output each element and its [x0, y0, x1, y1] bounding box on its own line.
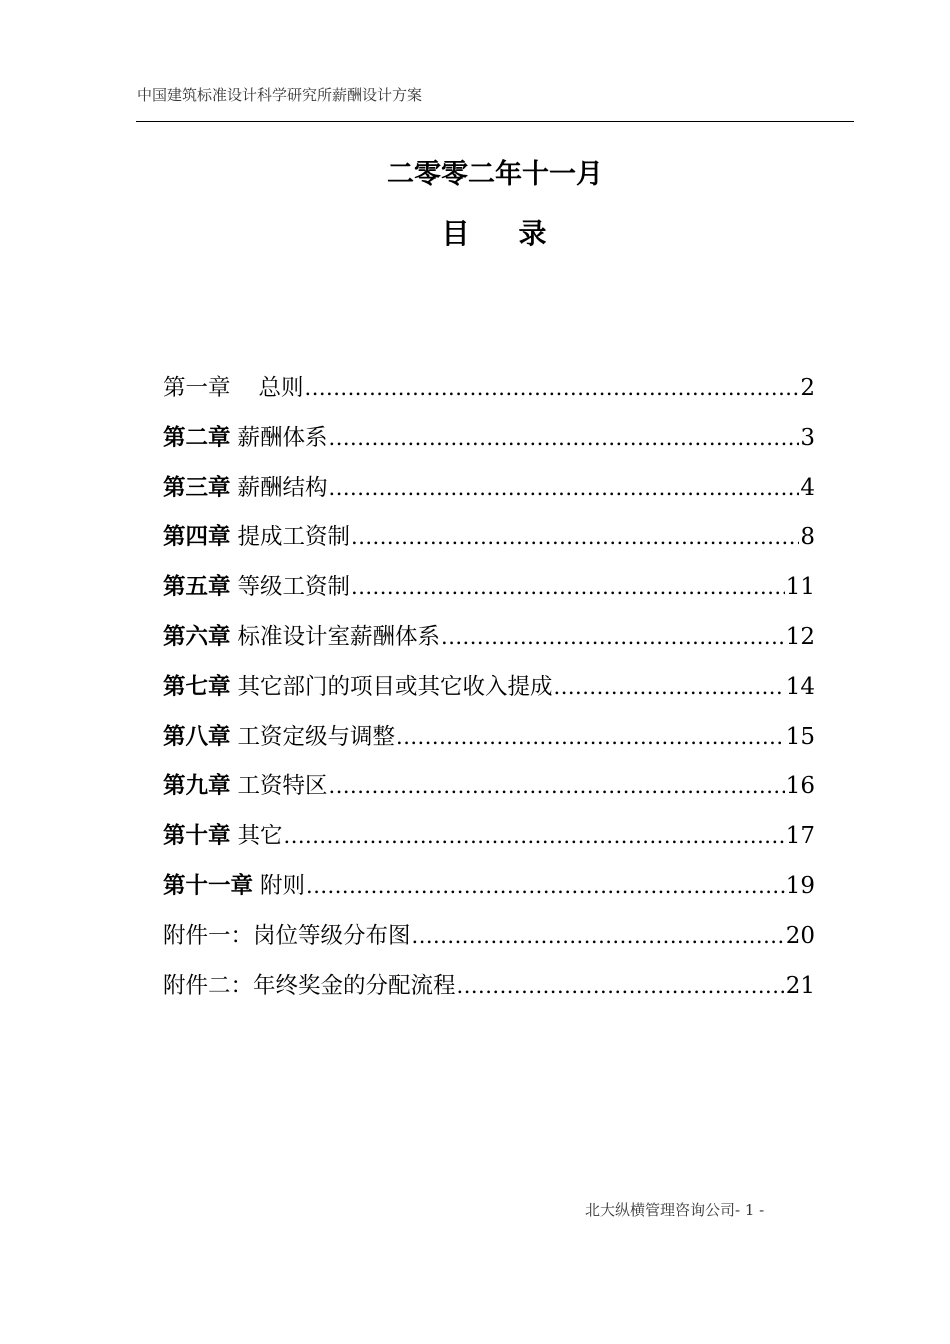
toc-chapter-title: 总则: [258, 375, 304, 401]
header-rule: [136, 121, 854, 122]
toc-entry-label: [163, 364, 304, 414]
toc-page-number: 21: [785, 972, 815, 999]
running-header: 中国建筑标准设计科学研究所薪酬设计方案: [137, 86, 423, 104]
toc-leader-dots: [305, 364, 800, 414]
toc-leader-dots: [329, 762, 785, 812]
toc-entry-label: [163, 912, 411, 962]
toc-chapter-number: 第五章: [163, 574, 231, 601]
toc-entry-label: [163, 663, 553, 713]
running-footer: [585, 1199, 764, 1220]
toc-chapter-number: 第一章: [163, 375, 231, 401]
footer-page-marker: - 1 -: [735, 1201, 765, 1219]
toc-chapter-title: 等级工资制: [237, 574, 351, 601]
toc-leader-dots: [441, 613, 785, 663]
toc-chapter-number: 第六章: [163, 623, 231, 650]
toc-chapter-title: 工资定级与调整: [237, 723, 396, 750]
toc-chapter-title: 附件一：岗位等级分布图: [163, 922, 411, 949]
toc-entry-10[interactable]: [163, 812, 815, 862]
toc-page-number: 12: [785, 623, 815, 650]
toc-entry-8[interactable]: [163, 713, 815, 763]
toc-chapter-number: 第十一章: [163, 872, 254, 899]
toc-page-number: 19: [785, 872, 815, 899]
toc-chapter-number: 第七章: [163, 673, 231, 700]
table-of-contents: [163, 364, 815, 1011]
toc-leader-dots: [306, 862, 785, 912]
toc-page-number: 4: [800, 474, 815, 501]
toc-entry-appendix-1[interactable]: [163, 912, 815, 962]
toc-entry-3[interactable]: [163, 464, 815, 514]
toc-chapter-title: 附则: [260, 872, 306, 899]
date-title: 二零零二年十一月: [387, 159, 603, 190]
toc-page-number: 8: [800, 524, 815, 551]
toc-chapter-title: 其它: [237, 823, 283, 850]
toc-chapter-number: 第三章: [163, 474, 231, 501]
toc-entry-appendix-2[interactable]: [163, 962, 815, 1012]
toc-leader-dots: [351, 563, 785, 613]
toc-leader-dots: [412, 912, 785, 962]
toc-chapter-number: 第二章: [163, 424, 231, 451]
toc-chapter-title: 提成工资制: [237, 524, 351, 551]
toc-entry-11[interactable]: [163, 862, 815, 912]
toc-page-number: 20: [785, 922, 815, 949]
footer-company: 北大纵横管理咨询公司: [585, 1201, 736, 1219]
toc-chapter-title: 薪酬结构: [237, 474, 328, 501]
toc-leader-dots: [329, 464, 800, 514]
toc-leader-dots: [457, 962, 785, 1012]
toc-entry-1[interactable]: [163, 364, 815, 414]
toc-chapter-title: 工资特区: [237, 773, 328, 800]
toc-chapter-title: 其它部门的项目或其它收入提成: [237, 673, 553, 700]
toc-entry-4[interactable]: [163, 513, 815, 563]
toc-page-number: 14: [785, 673, 815, 700]
toc-page-number: 2: [800, 375, 815, 401]
toc-entry-label: [163, 613, 440, 663]
toc-leader-dots: [329, 414, 800, 464]
toc-page-number: 16: [785, 773, 815, 800]
toc-page-number: 11: [785, 574, 815, 601]
toc-leader-dots: [396, 713, 785, 763]
toc-page-number: 3: [800, 424, 815, 451]
toc-entry-9[interactable]: [163, 762, 815, 812]
toc-entry-label: [163, 563, 350, 613]
toc-entry-label: [163, 812, 283, 862]
toc-leader-dots: [554, 663, 785, 713]
toc-chapter-title: 薪酬体系: [237, 424, 328, 451]
toc-entry-6[interactable]: [163, 613, 815, 663]
toc-chapter-title: 附件二：年终奖金的分配流程: [163, 972, 456, 999]
toc-entry-label: [163, 464, 328, 514]
toc-entry-label: [163, 762, 328, 812]
toc-page-number: 15: [785, 723, 815, 750]
toc-entry-label: [163, 414, 328, 464]
toc-entry-label: [163, 513, 350, 563]
toc-entry-2[interactable]: [163, 414, 815, 464]
toc-chapter-number: 第四章: [163, 524, 231, 551]
toc-entry-7[interactable]: [163, 663, 815, 713]
toc-chapter-title: 标准设计室薪酬体系: [237, 623, 441, 650]
toc-chapter-number: 第九章: [163, 773, 231, 800]
toc-title: 目 录: [441, 217, 549, 250]
toc-chapter-number: 第十章: [163, 823, 231, 850]
toc-entry-5[interactable]: [163, 563, 815, 613]
toc-chapter-number: 第八章: [163, 723, 231, 750]
toc-leader-dots: [351, 513, 799, 563]
toc-entry-label: [163, 962, 456, 1012]
toc-page-number: 17: [785, 823, 815, 850]
toc-entry-label: [163, 862, 305, 912]
toc-leader-dots: [284, 812, 785, 862]
toc-entry-label: [163, 713, 395, 763]
